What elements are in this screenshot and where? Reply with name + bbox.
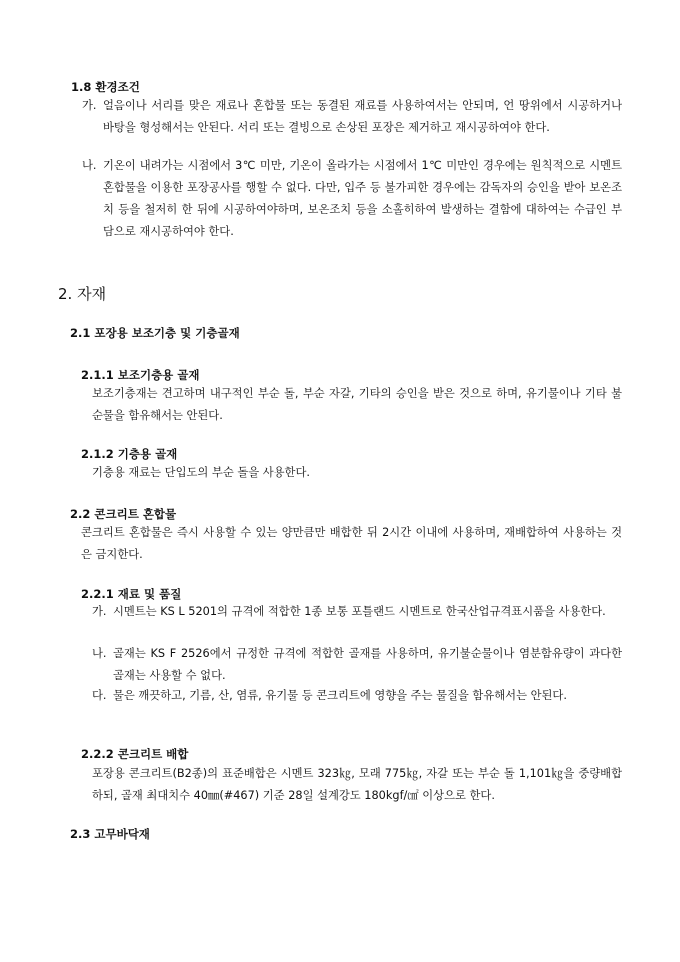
list-item-text: 얼음이나 서리를 맞은 재료나 혼합물 또는 동결된 재료를 사용하여서는 안되며, 언 땅위에서 시공하거나 바탕을 형성해서는 안된다. 서리 또는 결빙으로 손상된 포장은 제거하고 재시공하여야 한다. <box>103 99 622 134</box>
list-item-text: 시멘트는 KS L 5201의 규격에 적합한 1종 보통 포틀랜드 시멘트로 한국산업규격표시품을 사용한다. <box>113 605 606 618</box>
section-2-1-2-heading: 2.1.2 기층용 골재 <box>81 447 178 461</box>
section-2-1-2-body: 기층용 재료는 단입도의 부순 돌을 사용한다. <box>92 466 310 479</box>
list-item <box>92 643 622 687</box>
list-marker: 다. <box>92 689 107 702</box>
list-item <box>82 155 622 243</box>
section-2-2-1-heading: 2.2.1 재료 및 품질 <box>81 587 182 601</box>
section-2-heading: 2. 자재 <box>58 285 107 303</box>
section-2-2-2-body: 포장용 콘크리트(B2종)의 표준배합은 시멘트 323㎏, 모래 775㎏, 자갈 또는 부순 돌 1,101㎏을 중량배합하되, 골재 최대치수 40㎜(#467) 기준 28일 설계강도 180kgf/㎠ 이상으로 한다. <box>92 767 622 802</box>
list-marker: 나. <box>92 647 107 660</box>
list-marker: 가. <box>92 605 107 618</box>
section-1-8-heading: 1.8 환경조건 <box>71 80 140 94</box>
section-2-1-heading: 2.1 포장용 보조기층 및 기층골재 <box>70 326 240 340</box>
section-2-2-2-heading: 2.2.2 콘크리트 배합 <box>81 747 189 761</box>
list-item <box>92 601 622 623</box>
list-marker: 가. <box>82 99 97 112</box>
list-marker: 나. <box>82 159 97 172</box>
list-item-text: 골재는 KS F 2526에서 규정한 규격에 적합한 골재를 사용하며, 유기불순물이나 염분함유량이 과다한 골재는 사용할 수 없다. <box>113 647 622 682</box>
list-item <box>92 685 622 707</box>
section-2-1-1-heading: 2.1.1 보조기층용 골재 <box>81 368 200 382</box>
section-2-2-heading: 2.2 콘크리트 혼합물 <box>70 507 177 521</box>
list-item-text: 기온이 내려가는 시점에서 3℃ 미만, 기온이 올라가는 시점에서 1℃ 미만인 경우에는 원칙적으로 시멘트혼합물을 이용한 포장공사를 행할 수 없다. 다만, 입주 등 불가피한 경우에는 감독자의 승인을 받아 보온조치 등을 철저히 한 뒤에 시공하여야하며, 보온조치 등을 소홀히하여 발생하는 결함에 대하여는 수급인 부담으로 재시공하여야 한다. <box>103 159 622 238</box>
section-2-3-heading: 2.3 고무바닥재 <box>70 827 150 841</box>
section-2-2-body: 콘크리트 혼합물은 즉시 사용할 수 있는 양만큼만 배합한 뒤 2시간 이내에 사용하며, 재배합하여 사용하는 것은 금지한다. <box>81 526 622 561</box>
section-2-1-1-body: 보조기층재는 견고하며 내구적인 부순 돌, 부순 자갈, 기타의 승인을 받은 것으로 하며, 유기물이나 기타 불순물을 함유해서는 안된다. <box>92 387 622 422</box>
list-item-text: 물은 깨끗하고, 기름, 산, 염류, 유기물 등 콘크리트에 영향을 주는 물질을 함유해서는 안된다. <box>113 689 567 702</box>
list-item <box>82 95 622 139</box>
